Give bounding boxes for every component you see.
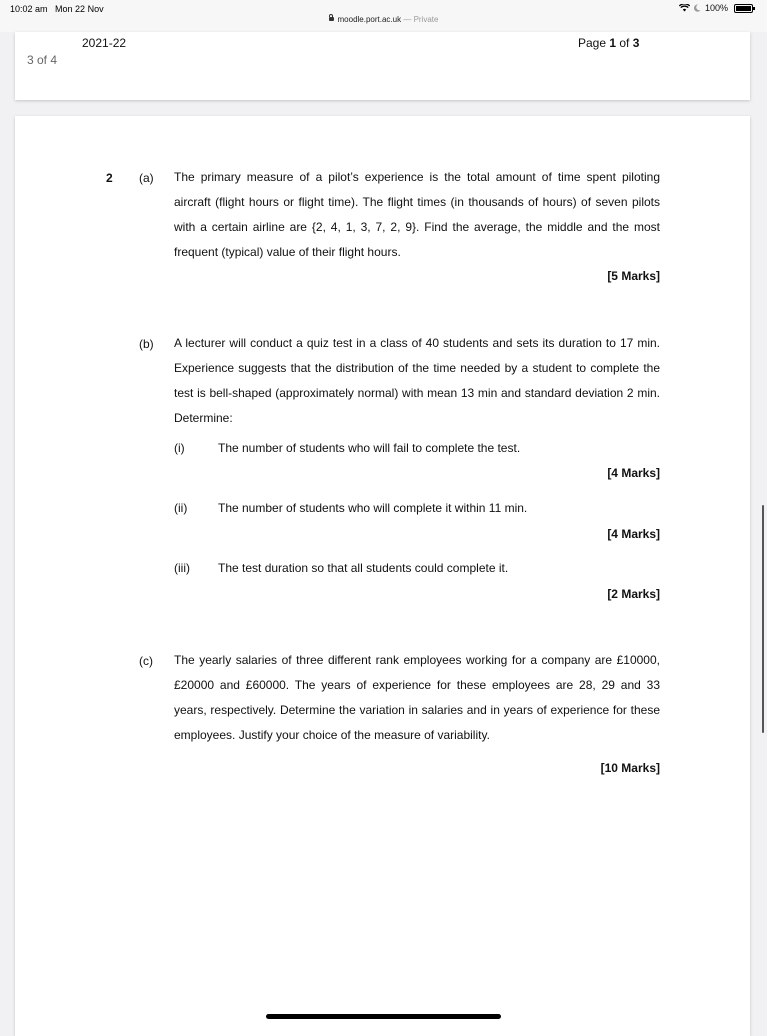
pdf-page-1 [15, 32, 750, 100]
part-b-label: (b) [139, 337, 154, 351]
part-b-iii-text: The test duration so that all students could complete it. [218, 561, 509, 575]
part-c-label: (c) [139, 654, 153, 668]
part-a-label: (a) [139, 171, 154, 185]
page-prefix: Page [578, 36, 610, 50]
part-b-ii-marks: [4 Marks] [607, 527, 660, 541]
part-c-text: The yearly salaries of three different rank employees working for a company are £10000, £20000 and £60000. The years of experience for these employees are 28, 29 and 33 years, respectively. Determine the variation in salaries and in years of experience for these employees. Justify your choice of the measure of variability. [174, 653, 660, 742]
footer-page-number [578, 36, 639, 50]
page-counter: 3 of 4 [27, 53, 58, 67]
wifi-icon [679, 4, 690, 12]
address-bar[interactable] [0, 15, 767, 24]
status-right [679, 3, 753, 13]
status-time: 10:02 am [10, 4, 48, 14]
scrollbar[interactable] [762, 505, 764, 733]
page-total: 3 [632, 36, 640, 50]
battery-icon [734, 4, 753, 13]
part-b-i-marks: [4 Marks] [607, 466, 660, 480]
url-text: moodle.port.ac.uk [337, 15, 402, 24]
part-c-marks: [10 Marks] [600, 761, 660, 775]
footer-year: 2021-22 [82, 36, 127, 50]
private-label: — Private [403, 15, 439, 24]
lock-icon [329, 17, 334, 21]
part-b-ii-text: The number of students who will complete it within 11 min. [218, 501, 528, 515]
battery-percent: 100% [704, 3, 728, 13]
question-number: 2 [106, 171, 113, 185]
part-b-iii-label: (iii) [174, 561, 190, 575]
page-num: 1 [609, 36, 617, 50]
pdf-page-2 [15, 116, 750, 1036]
status-time-date [10, 4, 104, 14]
part-b-i-label: (i) [174, 441, 185, 455]
status-bar [0, 0, 767, 32]
status-date: Mon 22 Nov [55, 4, 104, 14]
page-of: of [616, 36, 633, 50]
part-b-ii-label: (ii) [174, 501, 188, 515]
part-b-text: A lecturer will conduct a quiz test in a class of 40 students and sets its duration to 17 min. Experience suggests that the distribution of the time needed by a student to complete the test is bell-shaped (approximately normal) with mean 13 min and standard deviation 2 min. Determine: [174, 336, 660, 425]
part-a-marks: [5 Marks] [607, 269, 660, 283]
part-b-iii-marks: [2 Marks] [607, 587, 660, 601]
part-b-i-text: The number of students who will fail to complete the test. [218, 441, 521, 455]
part-a-text: The primary measure of a pilot’s experience is the total amount of time spent piloting aircraft (flight hours or flight time). The flight times (in thousands of hours) of seven pilots with a certain airline are {2, 4, 1, 3, 7, 2, 9}. Find the average, the middle and the most frequent (typical) value of their flight hours. [174, 170, 660, 259]
moon-icon [694, 4, 701, 12]
home-indicator[interactable] [266, 1014, 501, 1019]
